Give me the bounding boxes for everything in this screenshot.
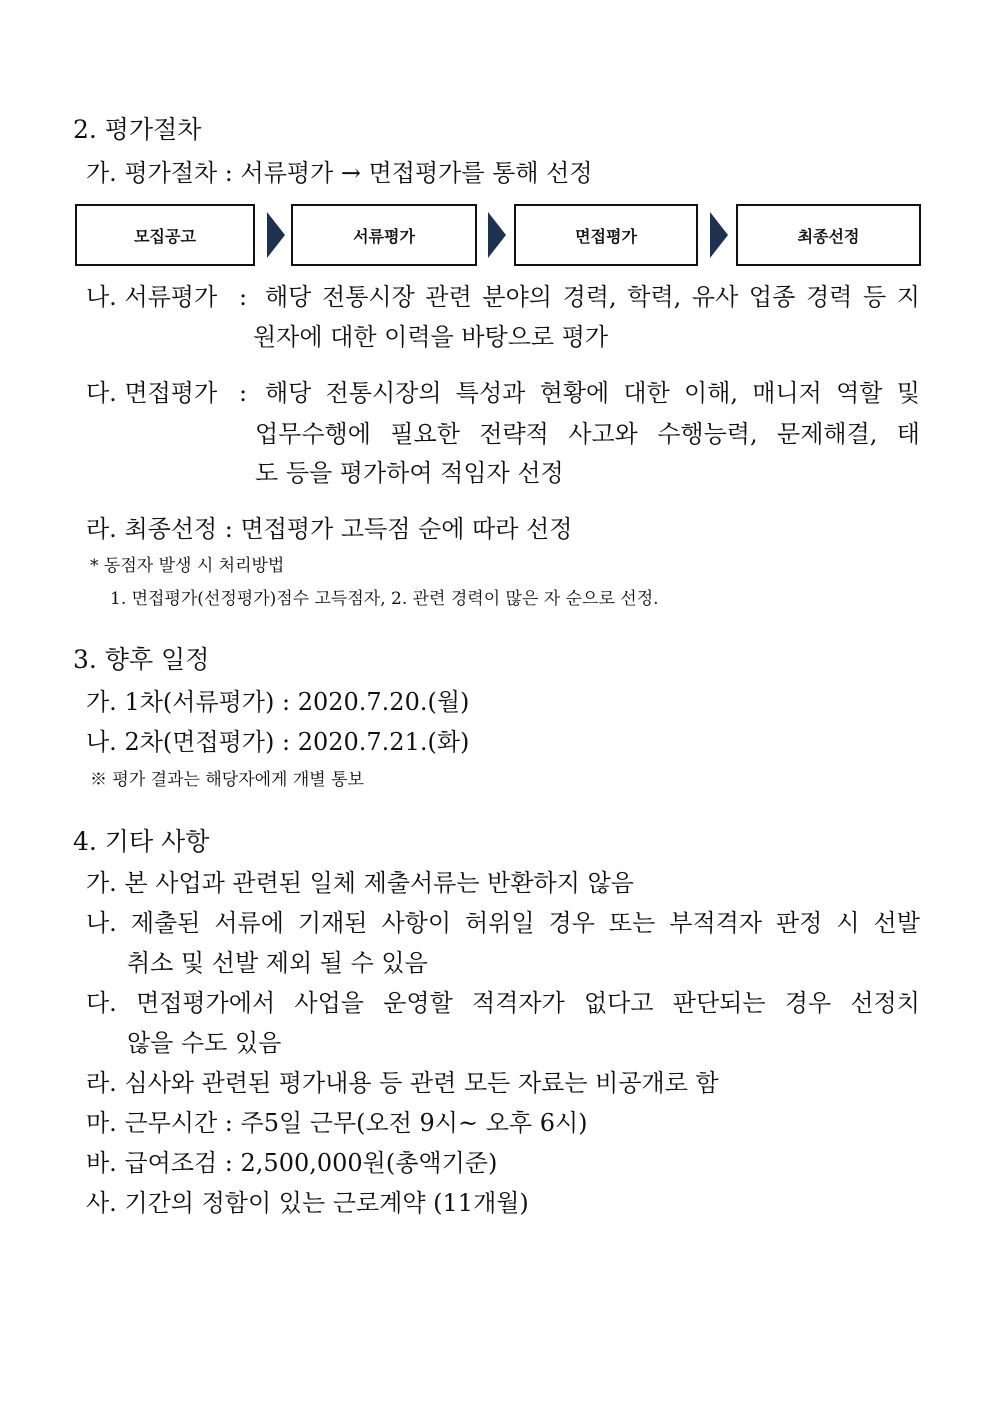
process-flow [75, 204, 921, 266]
section-4-item-ga: 가. 본 사업과 관련된 일체 제출서류는 반환하지 않음 [86, 869, 634, 897]
section-4-item-na-line1: 나. 제출된 서류에 기재된 사항이 허위일 경우 또는 부적격자 판정 시 선발 [86, 909, 920, 937]
item-na-label: 나. 서류평가 [86, 283, 218, 311]
section-4-item-sa: 사. 기간의 정함이 있는 근로계약 (11개월) [86, 1189, 529, 1217]
item-da-colon: : [238, 379, 248, 407]
section-3-item-ga: 가. 1차(서류평가) : 2020.7.20.(월) [86, 688, 470, 716]
flow-arrow-icon [710, 212, 728, 258]
item-da-label: 다. 면접평가 [86, 379, 218, 407]
item-da-line2: 업무수행에 필요한 전략적 사고와 수행능력, 문제해결, 태 [255, 420, 920, 448]
item-da-line3: 도 등을 평가하여 적임자 선정 [255, 459, 564, 487]
section-3-item-na: 나. 2차(면접평가) : 2020.7.21.(화) [86, 728, 470, 756]
tie-note-body: 1. 면접평가(선정평가)점수 고득점자, 2. 관련 경력이 많은 자 순으로 선정. [110, 589, 659, 609]
item-da-line1: 해당 전통시장의 특성과 현황에 대한 이해, 매니저 역할 및 [265, 379, 920, 407]
section-2-heading: 2. 평가절차 [73, 115, 202, 144]
section-4-item-da-line1: 다. 면접평가에서 사업을 운영할 적격자가 없다고 판단되는 경우 선정치 [86, 989, 920, 1017]
section-3-heading: 3. 향후 일정 [73, 645, 210, 674]
section-4-item-da-line2: 않을 수도 있음 [127, 1029, 282, 1057]
section-4-item-ba: 바. 급여조검 : 2,500,000원(총액기준) [86, 1149, 498, 1177]
section-4-heading: 4. 기타 사항 [73, 827, 210, 856]
section-4-item-na-line2: 취소 및 선발 제외 될 수 있음 [127, 949, 428, 977]
tie-note-title: * 동점자 발생 시 처리방법 [90, 556, 285, 576]
section-4-item-ma: 마. 근무시간 : 주5일 근무(오전 9시~ 오후 6시) [86, 1109, 588, 1137]
item-na-colon: : [238, 283, 248, 311]
item-na-line1: 해당 전통시장 관련 분야의 경력, 학력, 유사 업종 경력 등 지 [265, 283, 920, 311]
flow-step-recruit-notice: 모집공고 [75, 204, 255, 266]
flow-step-final-selection: 최종선정 [736, 204, 921, 266]
section-4-item-ra: 라. 심사와 관련된 평가내용 등 관련 모든 자료는 비공개로 함 [86, 1069, 719, 1097]
flow-step-interview: 면접평가 [514, 204, 698, 266]
flow-arrow-icon [488, 212, 506, 258]
section-2-item-ra: 라. 최종선정 : 면접평가 고득점 순에 따라 선정 [86, 515, 573, 543]
flow-arrow-icon [267, 212, 285, 258]
section-2-item-ga: 가. 평가절차 : 서류평가 → 면접평가를 통해 선정 [86, 159, 593, 187]
item-na-line2: 원자에 대한 이력을 바탕으로 평가 [253, 323, 609, 351]
flow-step-document-review: 서류평가 [291, 204, 477, 266]
section-3-note: ※ 평가 결과는 해당자에게 개별 통보 [90, 770, 364, 790]
